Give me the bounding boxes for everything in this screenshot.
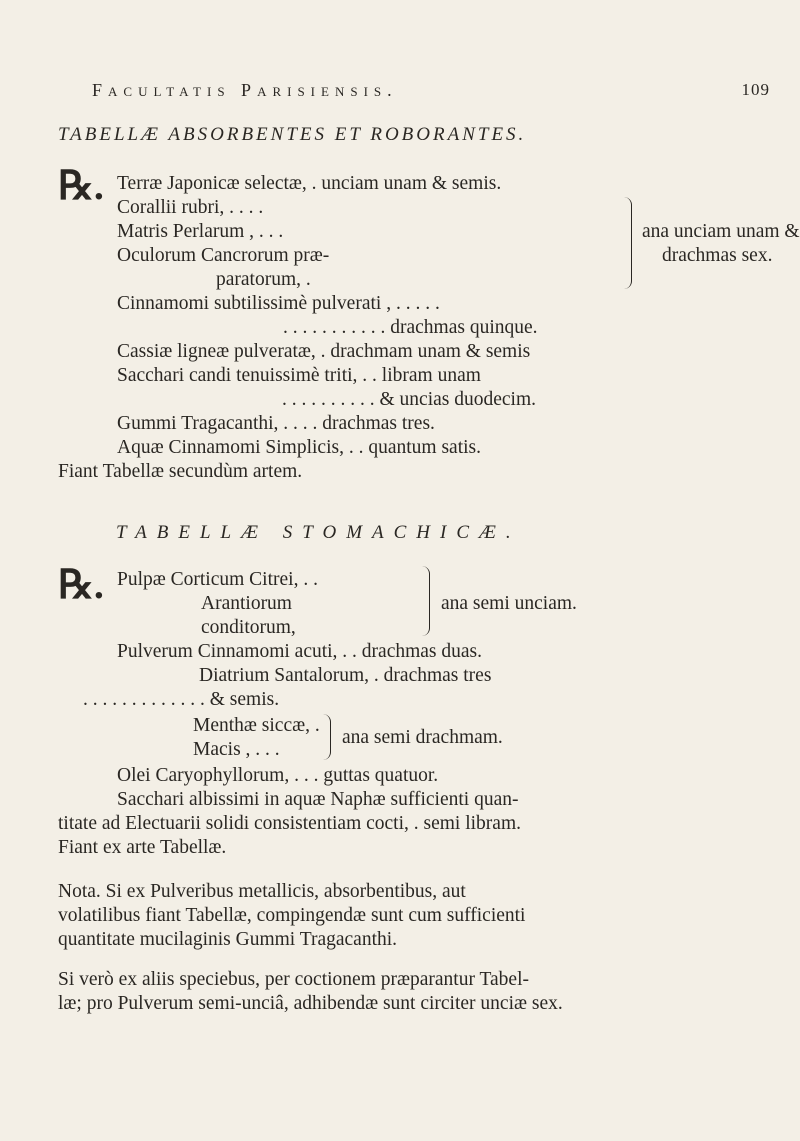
recipe-symbol: ℞. <box>58 562 104 607</box>
running-title: Facultatis Parisiensis. <box>92 80 398 100</box>
recipe-line: Gummi Tragacanthi, . . . . drachmas tres. <box>117 413 435 434</box>
recipe-line: Matris Perlarum , . . . <box>117 221 284 242</box>
note-line: læ; pro Pulverum semi-unciâ, adhibendæ sunt circiter unciæ sex. <box>58 993 563 1014</box>
recipe-line: drachmas sex. <box>662 245 773 266</box>
recipe-line: Pulpæ Corticum Citrei, . . <box>117 569 318 590</box>
recipe-line: titate ad Electuarii solidi consistentiam cocti, . semi libram. <box>58 813 522 834</box>
recipe-line: . . . . . . . . . . . drachmas quinque. <box>283 317 538 338</box>
note-line: volatilibus fiant Tabellæ, compingendæ sunt cum sufficienti <box>58 905 526 926</box>
recipe-line: ana unciam unam & <box>642 221 800 242</box>
running-head <box>92 80 770 101</box>
recipe-line: Cinnamomi subtilissimè pulverati , . . . . . <box>117 293 440 314</box>
section-title-stomachicae: TABELLÆ STOMACHICÆ. <box>116 522 521 543</box>
recipe-line: Terræ Japonicæ selectæ, . unciam unam & semis. <box>117 173 502 194</box>
recipe-line: Sacchari candi tenuissimè triti, . . libram unam <box>117 365 481 386</box>
recipe-line: . . . . . . . . . . . . . & semis. <box>83 689 280 710</box>
note-line: Si verò ex aliis speciebus, per coctionem præparantur Tabel- <box>58 969 529 990</box>
note-line: quantitate mucilaginis Gummi Tragacanthi. <box>58 929 398 950</box>
recipe-symbol: ℞. <box>58 163 104 208</box>
page-number: 109 <box>741 80 770 99</box>
brace <box>419 566 430 636</box>
recipe-line: ana semi drachmam. <box>342 727 503 748</box>
recipe-line: Fiant ex arte Tabellæ. <box>58 837 227 858</box>
recipe-line: Macis , . . . <box>193 739 280 760</box>
recipe-line: Arantiorum <box>201 593 292 614</box>
recipe-line: Fiant Tabellæ secundùm artem. <box>58 461 303 482</box>
brace <box>621 197 632 289</box>
recipe-line: . . . . . . . . . . & uncias duodecim. <box>282 389 537 410</box>
section-title-absorbentes: TABELLÆ ABSORBENTES ET ROBORANTES. <box>58 124 527 145</box>
recipe-line: conditorum, <box>201 617 296 638</box>
recipe-line: Corallii rubri, . . . . <box>117 197 264 218</box>
recipe-line: Oculorum Cancrorum præ- <box>117 245 330 266</box>
recipe-line: Diatrium Santalorum, . drachmas tres <box>199 665 492 686</box>
recipe-line: Aquæ Cinnamomi Simplicis, . . quantum satis. <box>117 437 482 458</box>
recipe-line: Cassiæ ligneæ pulveratæ, . drachmam unam & semis <box>117 341 531 362</box>
recipe-line: Sacchari albissimi in aquæ Naphæ sufficienti quan- <box>117 789 519 810</box>
recipe-line: paratorum, . <box>216 269 311 290</box>
recipe-line: Pulverum Cinnamomi acuti, . . drachmas duas. <box>117 641 483 662</box>
recipe-line: ana semi unciam. <box>441 593 577 614</box>
recipe-line: Olei Caryophyllorum, . . . guttas quatuor. <box>117 765 439 786</box>
note-line: Nota. Si ex Pulveribus metallicis, absorbentibus, aut <box>58 881 466 902</box>
recipe-line: Menthæ siccæ, . <box>193 715 320 736</box>
brace <box>320 714 331 760</box>
